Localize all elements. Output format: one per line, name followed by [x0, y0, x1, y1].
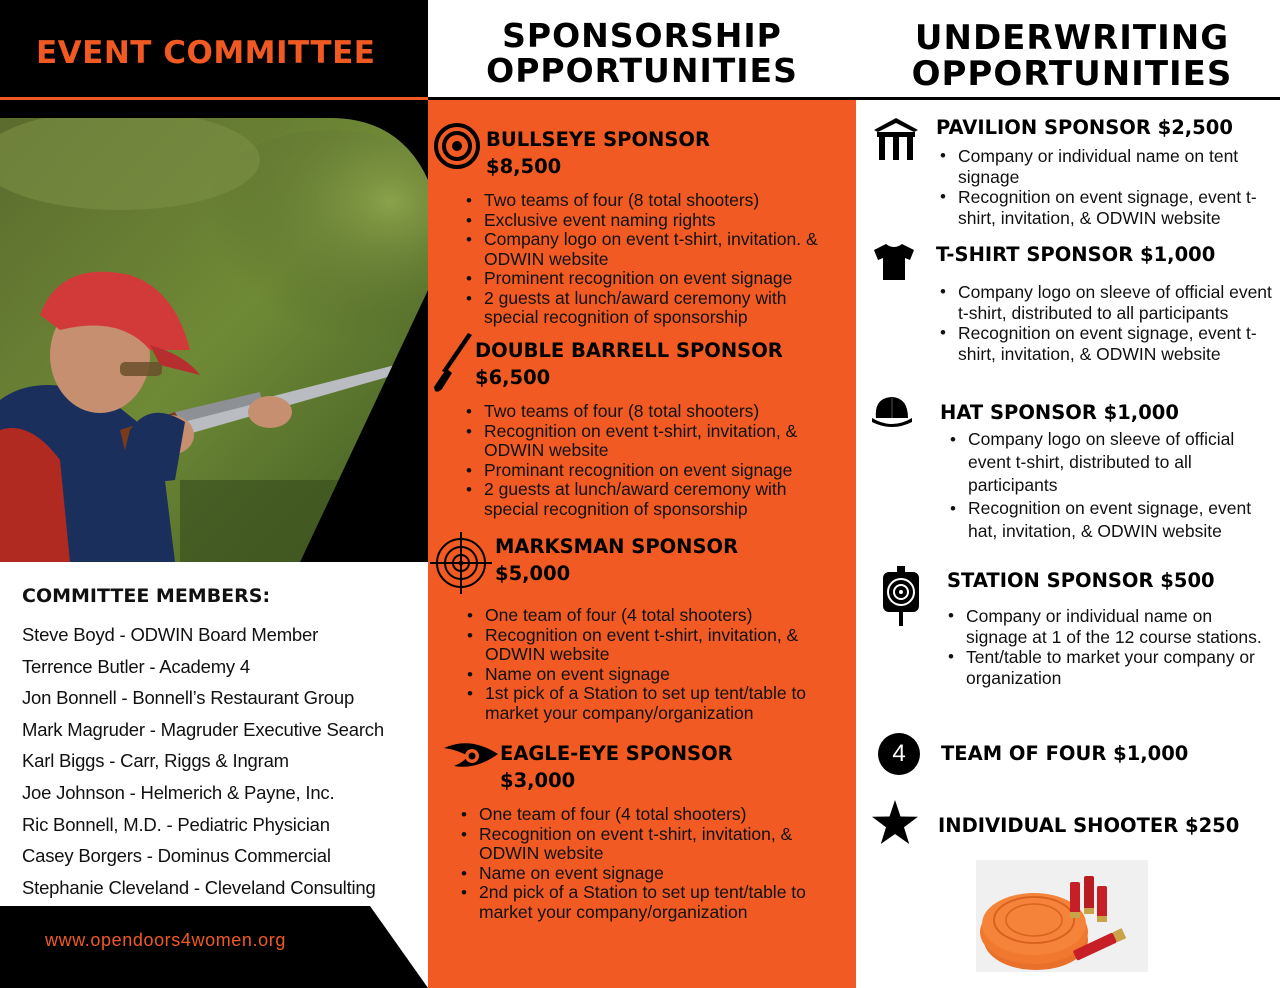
target-icon: [434, 123, 480, 169]
website-link[interactable]: www.opendoors4women.org: [45, 930, 286, 950]
sponsorship-title-line1: SPONSORSHIP: [502, 16, 782, 55]
sponsor-name: EAGLE-EYE SPONSOR: [500, 742, 733, 765]
star-icon: [872, 800, 918, 844]
list-item: • Name on event signage: [459, 864, 844, 884]
trap-shooter-photo: [0, 100, 428, 562]
list-item: • Recognition on event t-shirt, invitation, & ODWIN website: [464, 422, 844, 461]
photo-image: [0, 100, 428, 562]
list-item: Jon Bonnell - Bonnell’s Restaurant Group: [22, 687, 355, 709]
list-item: Steve Boyd - ODWIN Board Member: [22, 624, 319, 645]
sponsor-price: $6,500: [475, 366, 551, 389]
clay-targets-image: [976, 860, 1148, 972]
underwriting-title: TEAM OF FOUR $1,000: [941, 742, 1189, 765]
list-item: • 2nd pick of a Station to set up tent/table to market your company/organization: [459, 883, 844, 922]
underwriting-title: INDIVIDUAL SHOOTER $250: [938, 814, 1240, 837]
sponsorship-header: [428, 0, 856, 97]
sponsor-benefits: [464, 191, 844, 328]
list-item: • Recognition on event t-shirt, invitation, & ODWIN website: [459, 825, 844, 864]
list-item: • Recognition on event signage, event t-shirt, invitation, & ODWIN website: [938, 187, 1273, 228]
list-item: • Recognition on event t-shirt, invitation, & ODWIN website: [465, 626, 845, 665]
divider: [856, 97, 1280, 100]
station-target-icon: [883, 566, 919, 626]
cap-icon: [872, 394, 912, 430]
list-item: • Two teams of four (8 total shooters): [464, 402, 844, 422]
list-item: Terrence Butler - Academy 4: [22, 655, 251, 677]
event-committee-panel: [0, 0, 428, 988]
list-item: Mark Magruder - Magruder Executive Search: [22, 718, 384, 740]
list-item: Joe Johnson - Helmerich & Payne, Inc.: [22, 781, 335, 803]
sponsorship-panel: [428, 0, 856, 988]
divider: [428, 97, 856, 100]
underwriting-benefits: [938, 146, 1273, 228]
list-item: • Company logo on sleeve of official event t-shirt, distributed to all participants: [948, 428, 1273, 497]
list-item: • Prominant recognition on event signage: [464, 461, 844, 481]
list-item: Casey Borgers - Dominus Commercial: [22, 845, 331, 867]
sponsor-price: $5,000: [495, 562, 571, 585]
list-item: • One team of four (4 total shooters): [465, 606, 845, 626]
sponsor-benefits: [459, 805, 844, 922]
event-committee-title: EVENT COMMITTEE: [36, 35, 376, 71]
list-item: Stephanie Cleveland - Cleveland Consulting: [22, 876, 376, 898]
underwriting-benefits: [946, 606, 1273, 688]
underwriting-title: PAVILION SPONSOR $2,500: [936, 116, 1233, 139]
list-item: • 2 guests at lunch/award ceremony with special recognition of sponsorship: [464, 480, 844, 519]
list-item: • Company logo on event t-shirt, invitation. & ODWIN website: [464, 230, 844, 269]
eagle-eye-icon: [442, 740, 500, 772]
list-item: • Recognition on event signage, event t-shirt, invitation, & ODWIN website: [938, 323, 1273, 364]
underwriting-title: [856, 20, 1280, 92]
underwriting-title: HAT SPONSOR $1,000: [940, 401, 1179, 424]
shotgun-icon: [432, 333, 474, 395]
list-item: • Company or individual name on tent signage: [938, 146, 1273, 187]
committee-members-list: [22, 624, 384, 908]
crosshair-icon: [430, 532, 492, 594]
sponsor-price: $3,000: [500, 769, 576, 792]
sponsor-price: $8,500: [486, 155, 562, 178]
underwriting-panel: [856, 0, 1280, 988]
list-item: • 1st pick of a Station to set up tent/table to market your company/organization: [465, 684, 845, 723]
underwriting-title-line2: OPPORTUNITIES: [911, 54, 1233, 94]
list-item: Ric Bonnell, M.D. - Pediatric Physician: [22, 813, 330, 835]
list-item: • Tent/table to market your company or organization: [946, 647, 1273, 688]
underwriting-title-line1: UNDERWRITING: [914, 18, 1230, 58]
list-item: • One team of four (4 total shooters): [459, 805, 844, 825]
list-item: • Company logo on sleeve of official event t-shirt, distributed to all participants: [938, 282, 1273, 323]
sponsor-benefits: [464, 402, 844, 519]
underwriting-benefits: [938, 282, 1273, 364]
list-item: • 2 guests at lunch/award ceremony with special recognition of sponsorship: [464, 289, 844, 328]
clay-pigeons-shells-icon: [976, 860, 1148, 972]
tshirt-icon: [874, 242, 914, 280]
list-item: Karl Biggs - Carr, Riggs & Ingram: [22, 750, 289, 772]
sponsorship-title: [428, 18, 856, 88]
sponsorship-title-line2: OPPORTUNITIES: [486, 51, 798, 90]
list-item: • Name on event signage: [465, 665, 845, 685]
number-four-icon: 4: [878, 733, 920, 775]
committee-members-heading: COMMITTEE MEMBERS:: [22, 585, 271, 607]
event-committee-header: [0, 0, 428, 97]
list-item: • Company or individual name on signage at 1 of the 12 course stations.: [946, 606, 1273, 647]
list-item: • Exclusive event naming rights: [464, 211, 844, 231]
list-item: • Prominent recognition on event signage: [464, 269, 844, 289]
sponsor-name: MARKSMAN SPONSOR: [495, 535, 739, 558]
list-item: • Two teams of four (8 total shooters): [464, 191, 844, 211]
underwriting-benefits: [948, 428, 1273, 543]
list-item: • Recognition on event signage, event hat, invitation, & ODWIN website: [948, 497, 1273, 543]
underwriting-title: STATION SPONSOR $500: [947, 569, 1215, 592]
underwriting-title: T-SHIRT SPONSOR $1,000: [936, 243, 1216, 266]
sponsor-name: DOUBLE BARRELL SPONSOR: [475, 339, 783, 362]
pavilion-icon: [874, 118, 918, 160]
sponsor-benefits: [465, 606, 845, 723]
sponsor-name: BULLSEYE SPONSOR: [486, 128, 711, 151]
